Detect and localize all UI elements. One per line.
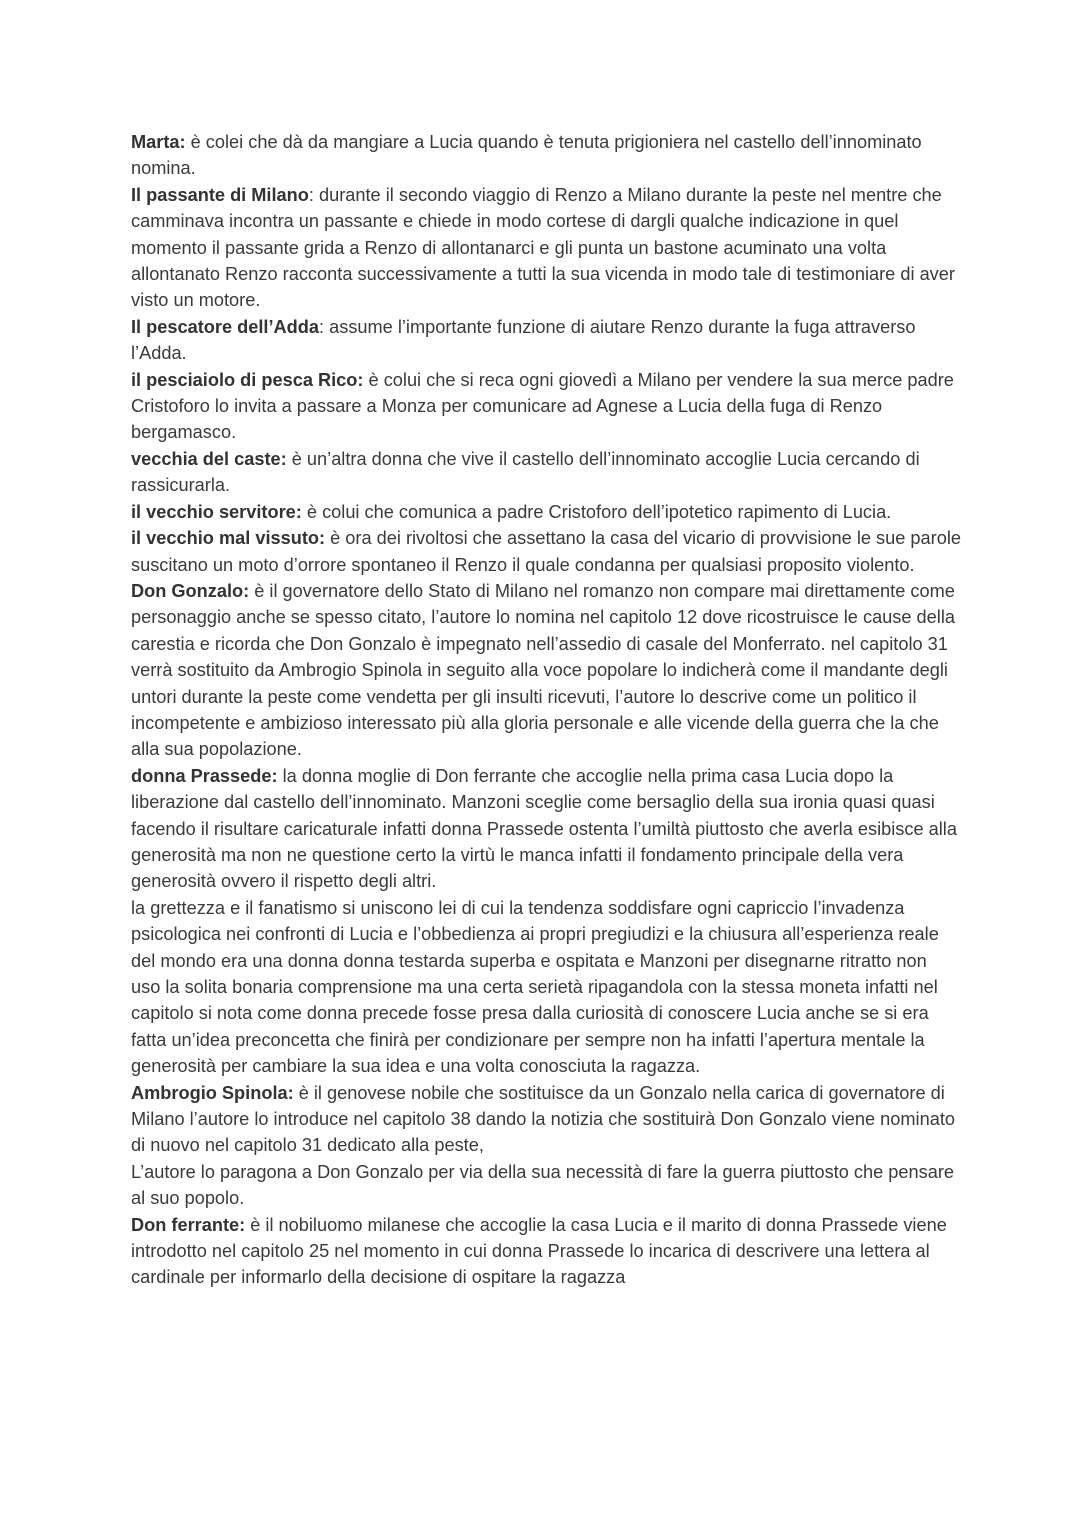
entry-term: Don ferrante: (131, 1214, 246, 1235)
entry-marta (131, 129, 961, 182)
entry-term: Ambrogio Spinola: (131, 1082, 294, 1103)
entry-ambrogio-spinola (131, 1080, 961, 1159)
entry-term: Il pescatore dell’Adda (131, 316, 319, 337)
entry-donna-prassede (131, 763, 961, 895)
entry-ambrogio-spinola-continued (131, 1159, 961, 1212)
entry-text: è colei che dà da mangiare a Lucia quando è tenuta prigioniera nel castello dell’innominato nomina. (131, 132, 922, 179)
entry-term: il pesciaiolo di pesca Rico: (131, 369, 364, 390)
entry-text: la donna moglie di Don ferrante che accoglie nella prima casa Lucia dopo la liberazione dal castello dell’innominato. Manzoni sceglie come bersaglio della sua ironia quasi quasi facendo il risultare caricaturale infatti donna Prassede ostenta l’umiltà piuttosto che averla esibisce alla generosità ma non ne questione certo la virtù le manca infatti il fondamento principale della vera generosità ovvero il rispetto degli altri. (131, 765, 957, 892)
entry-don-gonzalo (131, 578, 961, 763)
entry-term: vecchia del caste: (131, 448, 287, 469)
entry-text: : durante il secondo viaggio di Renzo a Milano durante la peste nel mentre che camminava incontra un passante e chiede in modo cortese di dargli qualche indicazione in quel momento il passante grida a Renzo di allontanarci e gli punta un bastone acuminato una volta allontanato Renzo racconta successivamente a tutti la sua vicenda in modo tale di testimoniare di aver visto un motore. (131, 184, 955, 311)
entry-text: è colui che comunica a padre Cristoforo dell’ipotetico rapimento di Lucia. (301, 501, 892, 522)
entry-text: è ora dei rivoltosi che assettano la casa del vicario di provvisione le sue parole suscitano un moto d’orrore spontaneo il Renzo il quale condanna per qualsiasi proposito violento. (131, 528, 961, 575)
entry-text: è il genovese nobile che sostituisce da un Gonzalo nella carica di governatore di Milano l’autore lo introduce nel capitolo 38 dando la notizia che sostituirà Don Gonzalo viene nominato di nuovo nel capitolo 31 dedicato alla peste, (131, 1082, 955, 1156)
entry-vecchio-servitore (131, 499, 961, 525)
entry-text: : assume l’importante funzione di aiutare Renzo durante la fuga attraverso l’Adda. (131, 316, 916, 364)
entry-text: è un’altra donna che vive il castello dell’innominato accoglie Lucia cercando di rassicurarla. (131, 448, 920, 496)
entry-text: L’autore lo paragona a Don Gonzalo per via della sua necessità di fare la guerra piuttosto che pensare al suo popolo. (131, 1161, 955, 1209)
entry-term: Marta: (131, 132, 186, 152)
document-page (131, 129, 961, 1291)
entry-vecchio-mal-vissuto (131, 525, 961, 578)
entry-term: il vecchio servitore: (131, 501, 302, 522)
entry-text: è colui che si reca ogni giovedì a Milano per vendere la sua merce padre Cristoforo lo invita a passare a Monza per comunicare ad Agnese a Lucia della fuga di Renzo bergamasco. (131, 369, 954, 443)
entry-term: il vecchio mal vissuto: (131, 528, 326, 549)
entry-vecchia-del-castello (131, 446, 961, 499)
entry-don-ferrante (131, 1212, 961, 1291)
entry-donna-prassede-continued (131, 895, 961, 1080)
entry-term: Don Gonzalo: (131, 580, 250, 601)
entry-term: Il passante di Milano (131, 184, 309, 205)
entry-text: la grettezza e il fanatismo si uniscono lei di cui la tendenza soddisfare ogni capriccio l’invadenza psicologica nei confronti di Lucia e l’obbedienza ai propri pregiudizi e la chiusura all’esperienza reale del mondo era una donna donna testarda superba e ospitata e Manzoni per disegnarne ritratto non uso la solita bonaria comprensione ma una certa serietà ripagandola con la stessa moneta infatti nel capitolo si nota come donna precede fosse presa dalla curiosità di conoscere Lucia anche se si era fatta un’idea preconcetta che finirà per condizionare per sempre non ha infatti l’apertura mentale la generosità per cambiare la sua idea e una volta conosciuta la ragazza. (131, 897, 939, 1077)
entry-text: è il nobiluomo milanese che accoglie la casa Lucia e il marito di donna Prassede viene introdotto nel capitolo 25 nel momento in cui donna Prassede lo incarica di descrivere una lettera al cardinale per informarlo della decisione di ospitare la ragazza (131, 1214, 947, 1288)
entry-pescatore-dell-adda (131, 314, 961, 367)
entry-pesciaiolo (131, 367, 961, 446)
entry-term: donna Prassede: (131, 765, 278, 786)
entry-text: è il governatore dello Stato di Milano nel romanzo non compare mai direttamente come personaggio anche se spesso citato, l’autore lo nomina nel capitolo 12 dove ricostruisce le cause della carestia e ricorda che Don Gonzalo è impegnato nell’assedio di casale del Monferrato. nel capitolo 31 verrà sostituito da Ambrogio Spinola in seguito alla voce popolare lo indicherà come il mandante degli untori durante la peste come vendetta per gli insulti ricevuti, l’autore lo descrive come un politico il incompetente e ambizioso interessato più alla gloria personale e alle vicende della guerra che la che alla sua popolazione. (131, 580, 955, 760)
entry-passante-di-milano (131, 182, 961, 314)
